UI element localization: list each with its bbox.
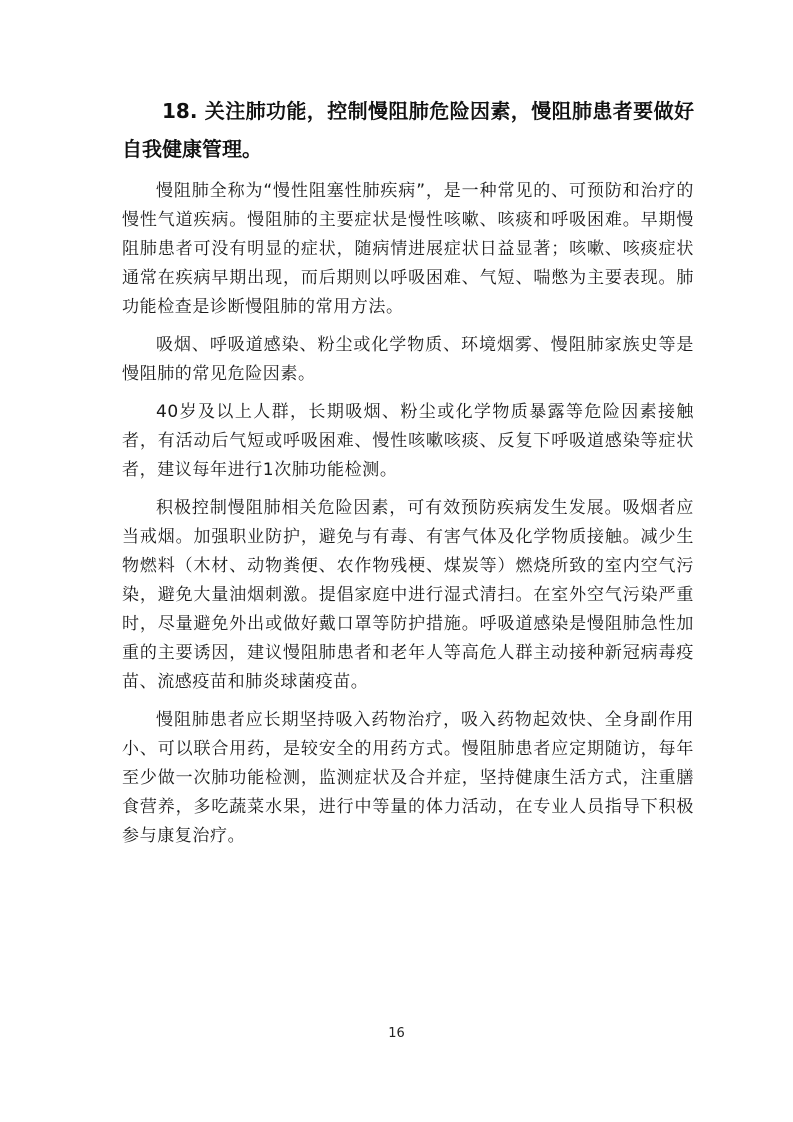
paragraph-copd-definition: 慢阻肺全称为“慢性阻塞性肺疾病”，是一种常见的、可预防和治疗的慢性气道疾病。慢阻肺的主要症状是慢性咳嗽、咳痰和呼吸困难。早期慢阻肺患者可没有明显的症状，随病情进展症状日益显著；咳嗽、咳痰症状通常在疾病早期出现，而后期则以呼吸困难、气短、喘憋为主要表现。肺功能检查是诊断慢阻肺的常用方法。 [122,181,694,317]
section-heading: 18. 关注肺功能，控制慢阻肺危险因素，慢阻肺患者要做好自我健康管理。 [122,99,694,161]
paragraph-patient-management: 慢阻肺患者应长期坚持吸入药物治疗，吸入药物起效快、全身副作用小、可以联合用药，是较安全的用药方式。慢阻肺患者应定期随访，每年至少做一次肺功能检测，监测症状及合并症，坚持健康生活方式，注重膳食营养，多吃蔬菜水果，进行中等量的体力活动，在专业人员指导下积极参与康复治疗。 [122,710,694,846]
paragraph-screening-advice: 40岁及以上人群，长期吸烟、粉尘或化学物质暴露等危险因素接触者，有活动后气短或呼吸困难、慢性咳嗽咳痰、反复下呼吸道感染等症状者，建议每年进行1次肺功能检测。 [122,402,694,480]
page-number: 16 [388,1026,405,1041]
paragraph-risk-factors: 吸烟、呼吸道感染、粉尘或化学物质、环境烟雾、慢阻肺家族史等是慢阻肺的常见危险因素。 [122,335,694,384]
paragraph-prevention: 积极控制慢阻肺相关危险因素，可有效预防疾病发生发展。吸烟者应当戒烟。加强职业防护，避免与有毒、有害气体及化学物质接触。减少生物燃料（木材、动物粪便、农作物残梗、煤炭等）燃烧所致的室内空气污染，避免大量油烟刺激。提倡家庭中进行湿式清扫。在室外空气污染严重时，尽量避免外出或做好戴口罩等防护措施。呼吸道感染是慢阻肺急性加重的主要诱因，建议慢阻肺患者和老年人等高危人群主动接种新冠病毒疫苗、流感疫苗和肺炎球菌疫苗。 [122,498,694,692]
document-body [122,92,694,851]
